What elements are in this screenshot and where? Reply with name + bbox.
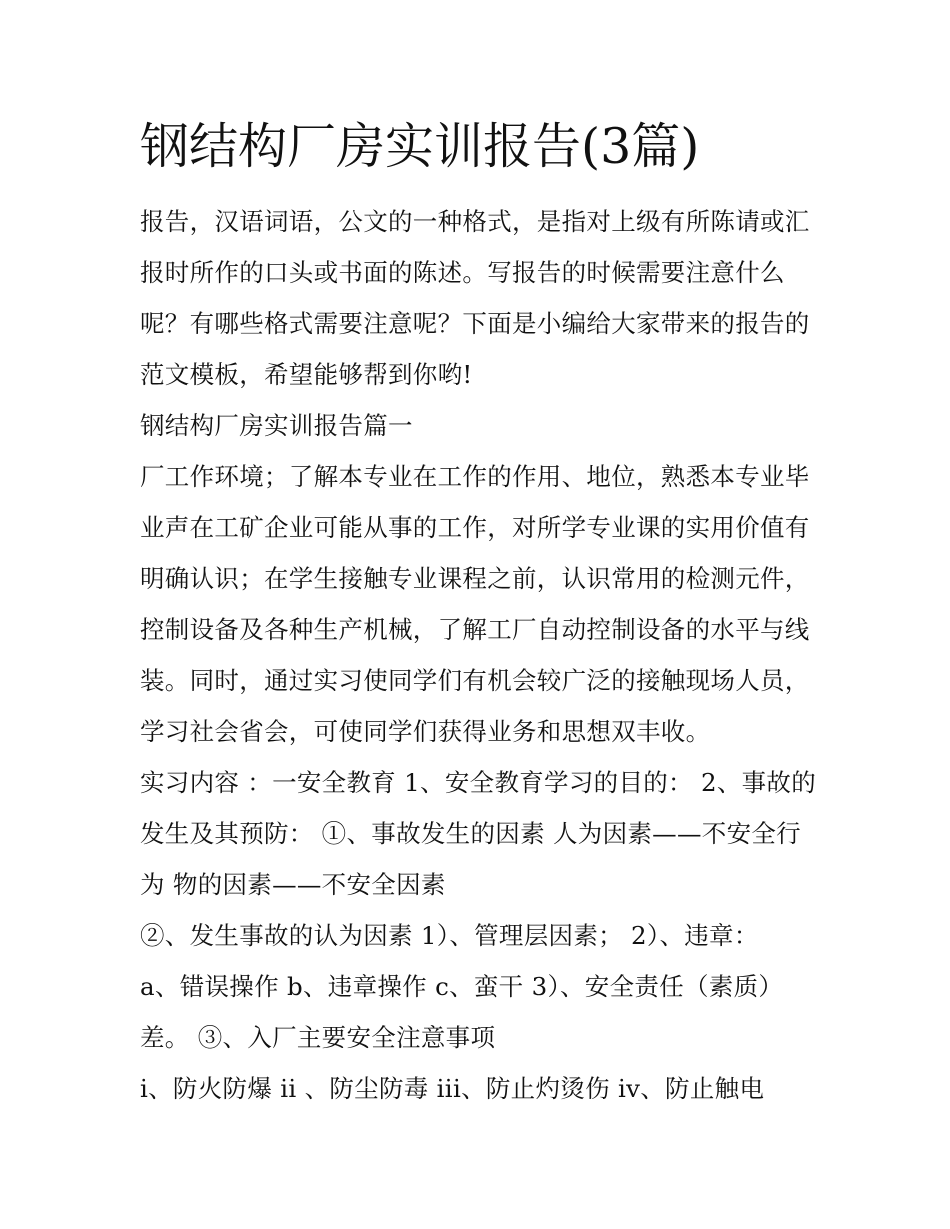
paragraph-line: 装。同时，通过实习使同学们有机会较广泛的接触现场人员， [140, 666, 810, 695]
paragraph-line: 范文模板，希望能够帮到你哟! [140, 360, 473, 389]
paragraph-line: 发生及其预防： ①、事故发生的因素 人为因素——不安全行 [140, 819, 801, 848]
paragraph-line: 控制设备及各种生产机械，了解工厂自动控制设备的水平与线 [140, 615, 810, 644]
paragraph-line: 明确认识；在学生接触专业课程之前，认识常用的检测元件， [140, 564, 810, 593]
paragraph-line: i、防火防爆 ii 、防尘防毒 iii、防止灼烫伤 iv、防止触电 [140, 1074, 765, 1103]
paragraph-line: 厂工作环境；了解本专业在工作的作用、地位，熟悉本专业毕 [140, 462, 810, 491]
section-heading: 钢结构厂房实训报告篇一 [140, 411, 413, 440]
paragraph-line: 报时所作的口头或书面的陈述。写报告的时候需要注意什么 [140, 258, 785, 287]
paragraph-line: 业声在工矿企业可能从事的工作，对所学专业课的实用价值有 [140, 513, 810, 542]
paragraph-line: 为 物的因素——不安全因素 [140, 870, 446, 899]
paragraph-line: 学习社会省会，可使同学们获得业务和思想双丰收。 [140, 717, 711, 746]
paragraph-line: 差。 ③、入厂主要安全注意事项 [140, 1023, 496, 1052]
paragraph-line: 呢？有哪些格式需要注意呢？下面是小编给大家带来的报告的 [140, 309, 810, 338]
paragraph-line: 实习内容 ：一安全教育 1、安全教育学习的目的： 2、事故的 [140, 768, 817, 797]
paragraph-line: 报告，汉语词语，公文的一种格式，是指对上级有所陈请或汇 [140, 207, 810, 236]
document-title: 钢结构厂房实训报告(3篇) [140, 118, 700, 175]
paragraph-line: a、错误操作 b、违章操作 c、蛮干 3）、安全责任（素质） [140, 972, 784, 1001]
paragraph-line: ②、发生事故的认为因素 1）、管理层因素； 2）、违章： [140, 921, 759, 950]
